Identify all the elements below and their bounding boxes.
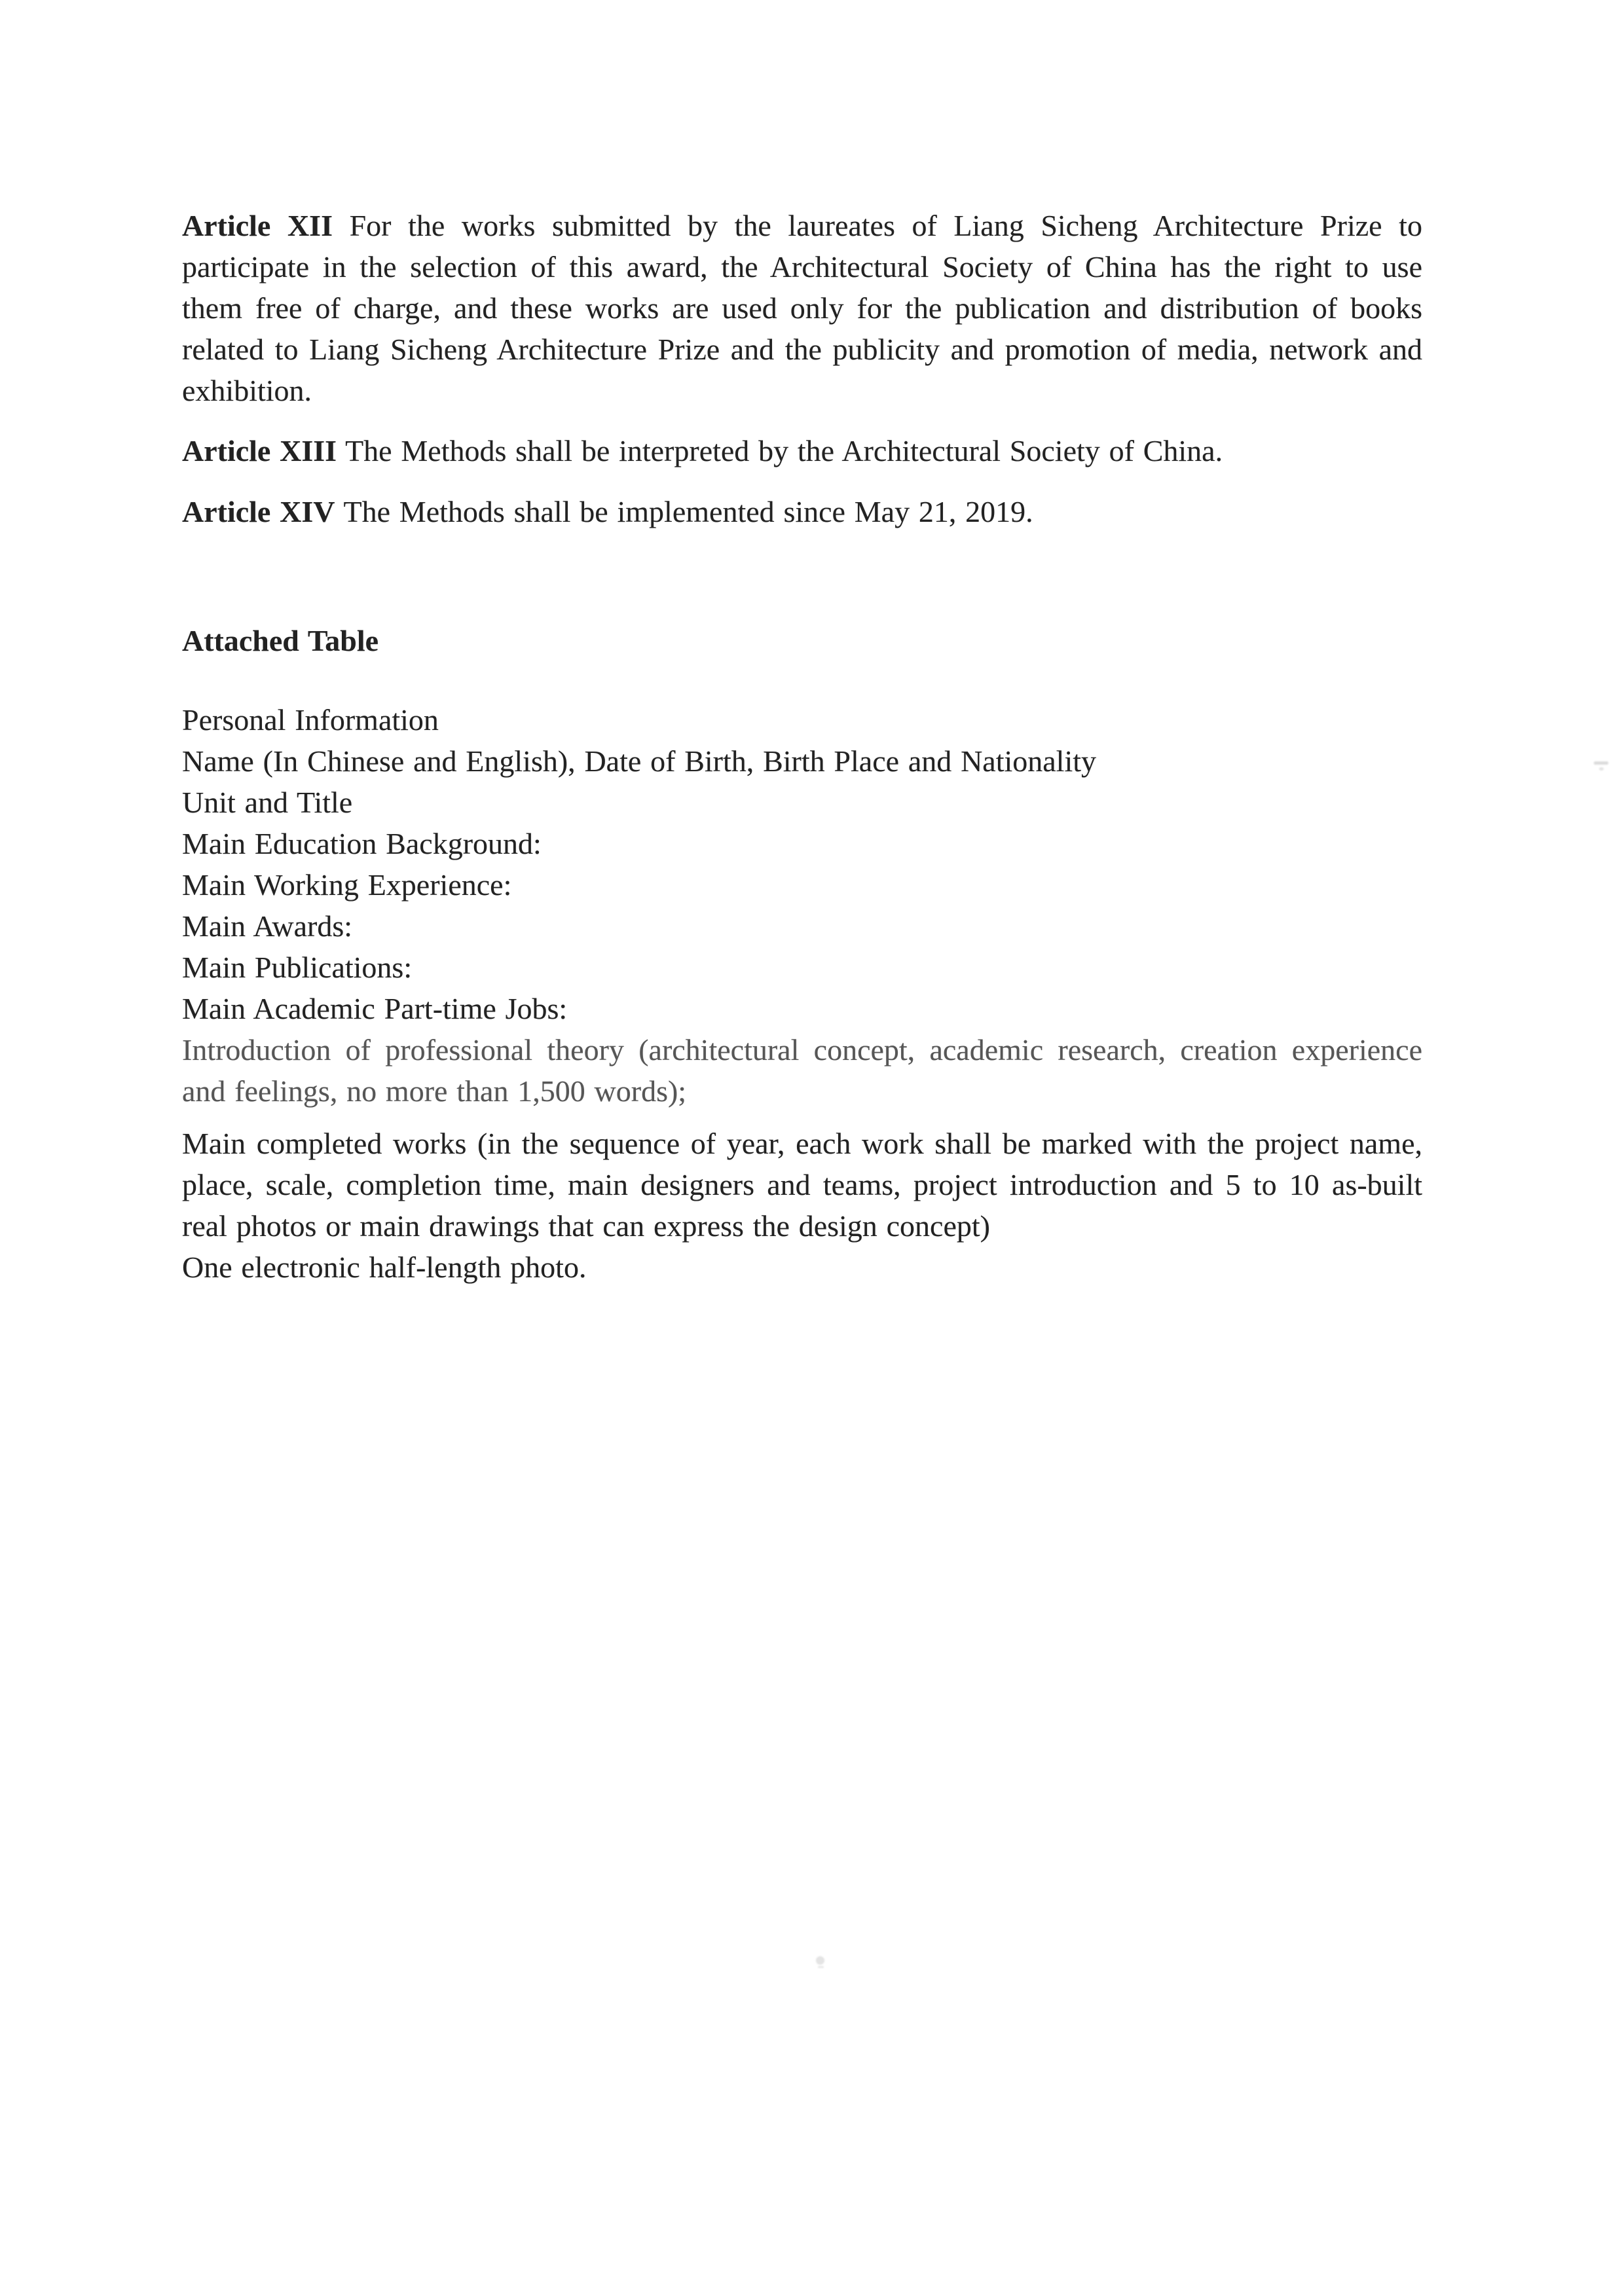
text-line (182, 430, 1422, 471)
theory-introduction-note (182, 1029, 1422, 1112)
article-xii-line-5: exhibition. (182, 374, 312, 407)
list-item-main-publications: Main Publications: (182, 951, 413, 984)
list-item-education-background: Main Education Background: (182, 827, 542, 860)
article-xiv-paragraph (182, 491, 1422, 532)
article-xii-line-3: them free of charge, and these works are used only for the publication and distribution of books (182, 291, 1422, 325)
completed-works-note (182, 1123, 1422, 1288)
article-xiv-text: The Methods shall be implemented since May 21, 2019. (343, 495, 1033, 528)
document-content (182, 0, 1422, 1288)
list-item-personal-information: Personal Information (182, 703, 439, 737)
article-xiii-paragraph (182, 430, 1422, 471)
article-xii-line-4: related to Liang Sicheng Architecture Prize and the publicity and promotion of media, network and (182, 333, 1422, 366)
works-note-line-1: Main completed works (in the sequence of year, each work shall be marked with the project name, (182, 1127, 1422, 1160)
attached-table-heading: Attached Table (182, 624, 379, 657)
article-xii-line-2: participate in the selection of this award, the Architectural Society of China has the right to use (182, 250, 1422, 283)
list-item-main-awards: Main Awards: (182, 909, 352, 943)
article-xiii-label: Article XIII (182, 434, 337, 467)
theory-note-line-1: Introduction of professional theory (architectural concept, academic research, creation experience (182, 1033, 1422, 1066)
scan-artifact (1599, 767, 1604, 771)
article-xiii-text: The Methods shall be interpreted by the Architectural Society of China. (345, 434, 1223, 467)
attached-table-section (182, 620, 1422, 661)
personal-information-list (182, 699, 1422, 1029)
article-xii-line-1: For the works submitted by the laureates of Liang Sicheng Architecture Prize to (349, 209, 1422, 242)
list-item-unit-and-title: Unit and Title (182, 786, 353, 819)
list-item-academic-part-time-jobs: Main Academic Part-time Jobs: (182, 992, 568, 1025)
text-line (182, 205, 1422, 246)
article-xii-paragraph (182, 205, 1422, 411)
theory-note-line-2: and feelings, no more than 1,500 words); (182, 1074, 687, 1108)
list-item-working-experience: Main Working Experience: (182, 868, 512, 902)
article-xii-label: Article XII (182, 209, 333, 242)
scan-artifact (1594, 761, 1608, 765)
text-line (182, 491, 1422, 532)
article-xiv-label: Article XIV (182, 495, 335, 528)
list-item-name-birth-nationality: Name (In Chinese and English), Date of Birth, Birth Place and Nationality (182, 744, 1097, 778)
scan-artifact (816, 1956, 824, 1965)
scan-artifact (818, 1966, 824, 1968)
works-note-line-2: place, scale, completion time, main designers and teams, project introduction and 5 to 10 as-built (182, 1168, 1422, 1201)
works-note-line-3: real photos or main drawings that can express the design concept) (182, 1209, 990, 1243)
photo-note: One electronic half-length photo. (182, 1250, 587, 1284)
